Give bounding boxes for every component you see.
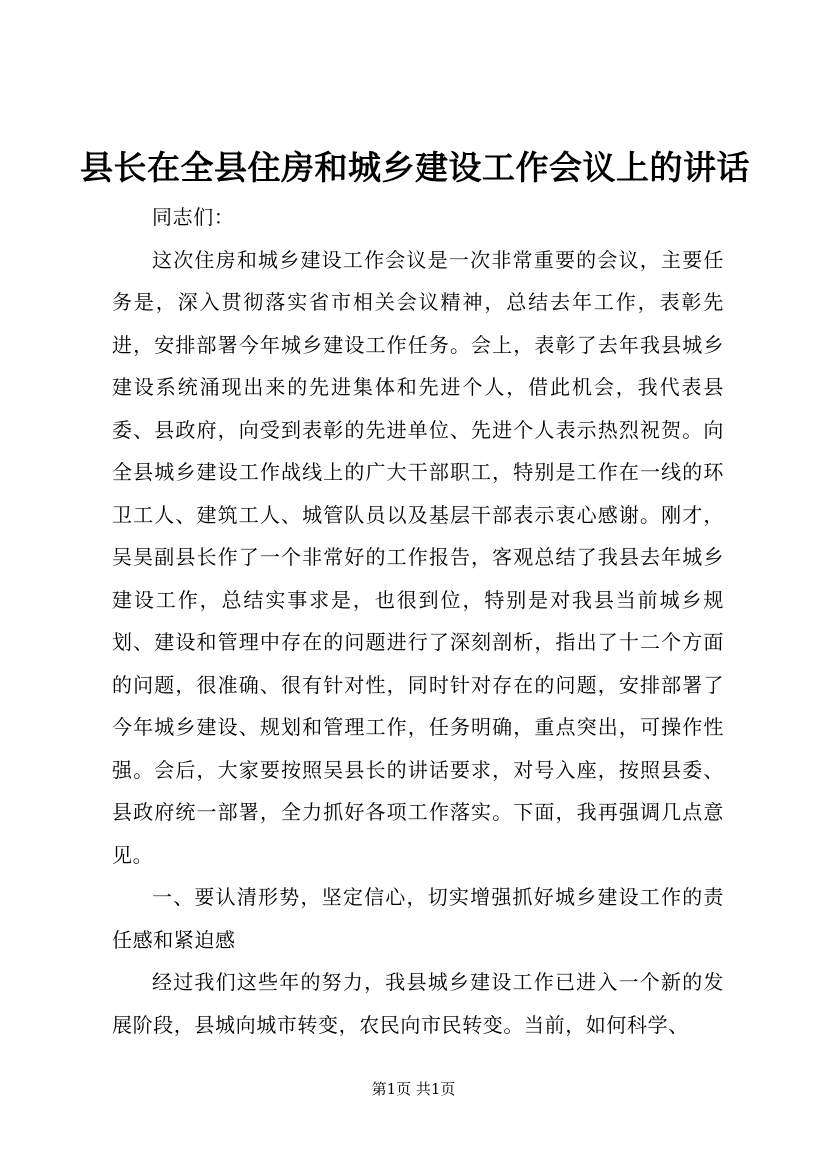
section-body-paragraph: 经过我们这些年的努力，我县城乡建设工作已进入一个新的发展阶段，县城向城市转变，农民向市民转变。当前，如何科学、	[112, 970, 724, 1037]
salutation-paragraph: 同志们：	[152, 205, 235, 229]
document-title: 县长在全县住房和城乡建设工作会议上的讲话	[80, 148, 750, 187]
document-body	[112, 196, 724, 1046]
page-footer: 第1页 共1页	[371, 1080, 456, 1098]
section-heading-paragraph: 一、要认清形势，坚定信心，切实增强抓好城乡建设工作的责任感和紧迫感	[112, 885, 724, 952]
intro-paragraph: 这次住房和城乡建设工作会议是一次非常重要的会议，主要任务是，深入贯彻落实省市相关会议精神，总结去年工作，表彰先进，安排部署今年城乡建设工作任务。会上，表彰了去年我县城乡建设系统涌现出来的先进集体和先进个人，借此机会，我代表县委、县政府，向受到表彰的先进单位、先进个人表示热烈祝贺。向全县城乡建设工作战线上的广大干部职工，特别是工作在一线的环卫工人、建筑工人、城管队员以及基层干部表示衷心感谢。刚才，吴昊副县长作了一个非常好的工作报告，客观总结了我县去年城乡建设工作，总结实事求是，也很到位，特别是对我县当前城乡规划、建设和管理中存在的问题进行了深刻剖析，指出了十二个方面的问题，很准确、很有针对性，同时针对存在的问题，安排部署了今年城乡建设、规划和管理工作，任务明确，重点突出，可操作性强。会后，大家要按照吴县长的讲话要求，对号入座，按照县委、县政府统一部署，全力抓好各项工作落实。下面，我再强调几点意见。	[112, 247, 724, 867]
